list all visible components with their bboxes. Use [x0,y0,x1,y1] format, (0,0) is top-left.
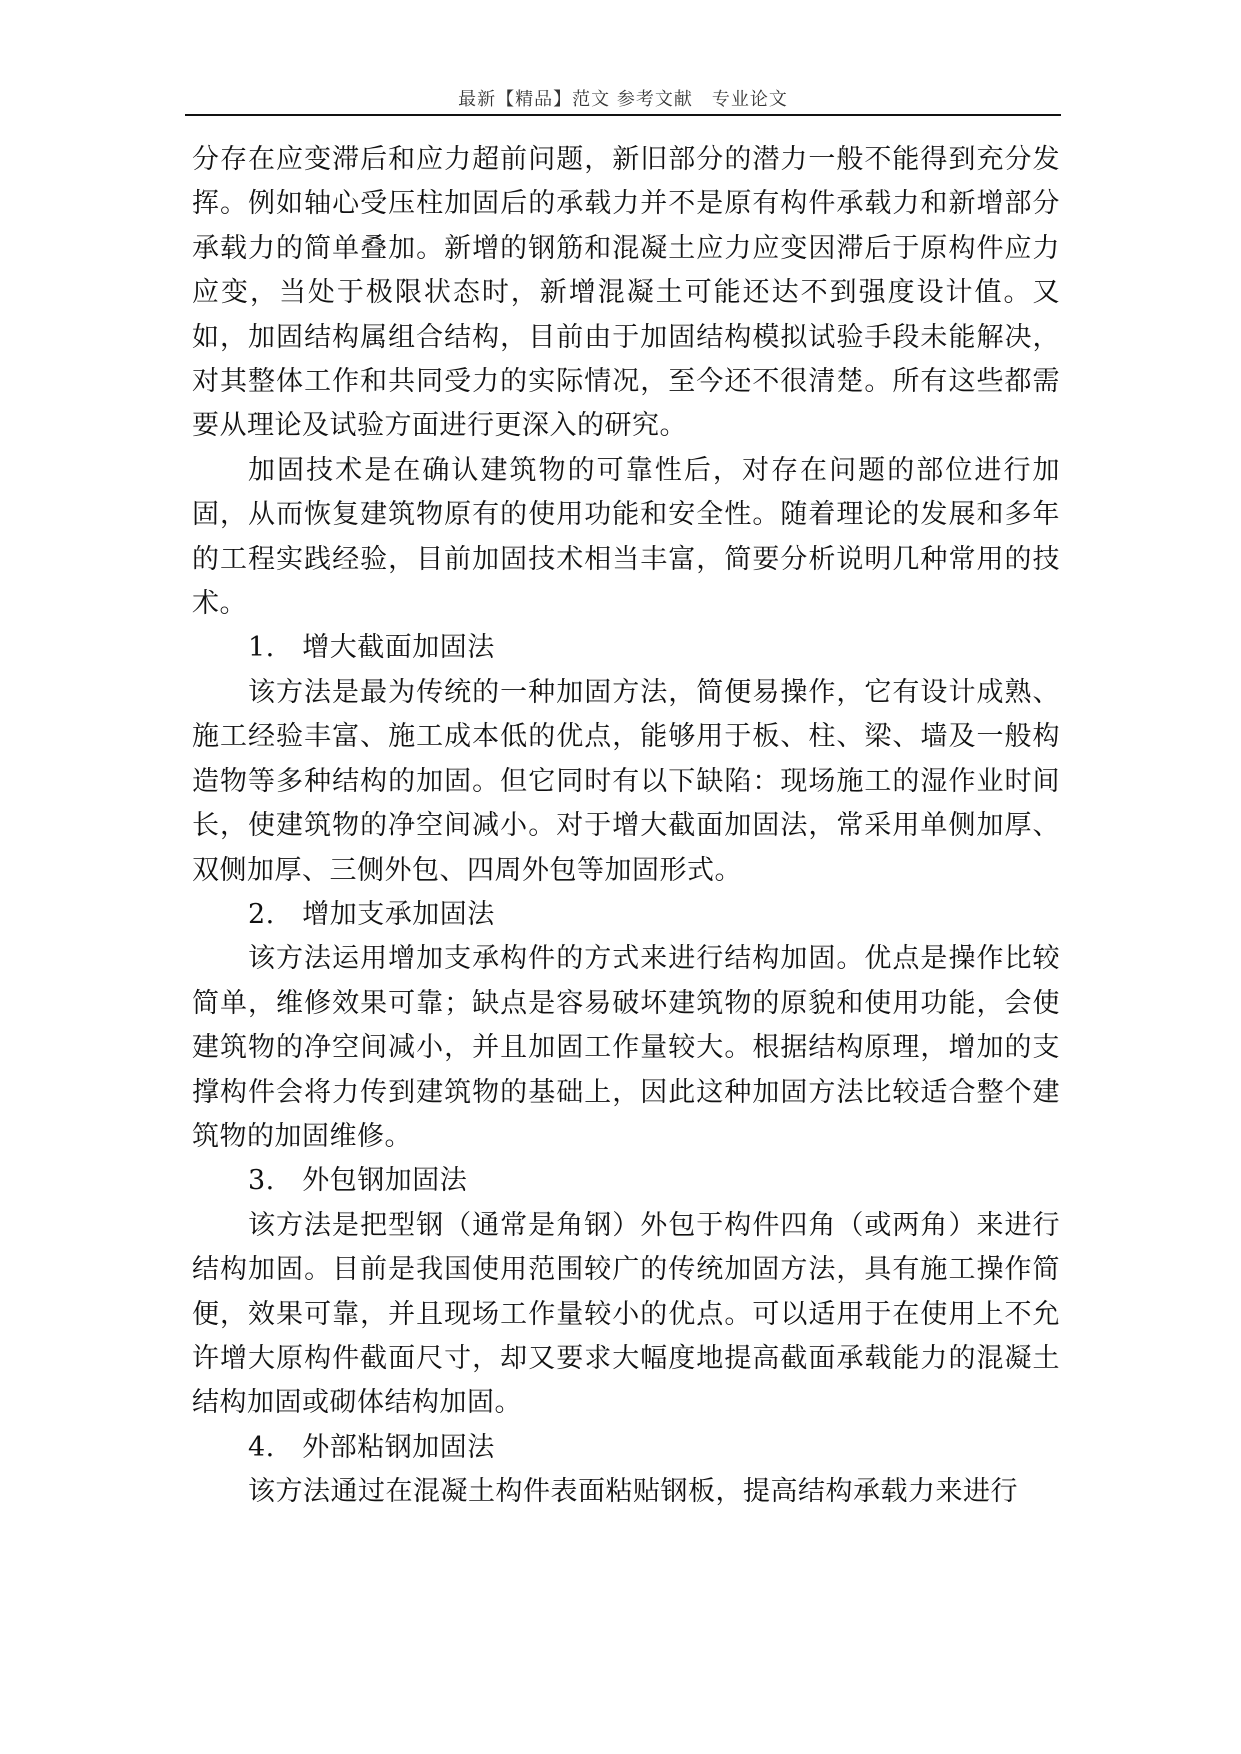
page-header: 最新【精品】范文 参考文献 专业论文 [458,89,788,110]
document-body [192,138,1060,1515]
header-rule [185,114,1061,116]
paragraph-intro: 加固技术是在确认建筑物的可靠性后，对存在问题的部位进行加固，从而恢复建筑物原有的使用功能和安全性。随着理论的发展和多年的工程实践经验，目前加固技术相当丰富，简要分析说明几种常用的技术。 [192,454,1060,620]
paragraph-section-2: 该方法运用增加支承构件的方式来进行结构加固。优点是操作比较简单，维修效果可靠；缺点是容易破坏建筑物的原貌和使用功能，会使建筑物的净空间减小，并且加固工作量较大。根据结构原理，增加的支撑构件会将力传到建筑物的基础上，因此这种加固方法比较适合整个建筑物的加固维修。 [192,943,1060,1152]
paragraph-section-1: 该方法是最为传统的一种加固方法，简便易操作，它有设计成熟、施工经验丰富、施工成本低的优点，能够用于板、柱、梁、墙及一般构造物等多种结构的加固。但它同时有以下缺陷：现场施工的湿作业时间长，使建筑物的净空间减小。对于增大截面加固法，常采用单侧加厚、双侧加厚、三侧外包、四周外包等加固形式。 [192,676,1060,886]
section-heading-1: 1. 增大截面加固法 [248,632,495,664]
paragraph-section-4: 该方法通过在混凝土构件表面粘贴钢板，提高结构承载力来进行 [248,1476,1018,1508]
paragraph-continued: 分存在应变滞后和应力超前问题，新旧部分的潜力一般不能得到充分发挥。例如轴心受压柱加固后的承载力并不是原有构件承载力和新增部分承载力的简单叠加。新增的钢筋和混凝土应力应变因滞后于原构件应力应变，当处于极限状态时，新增混凝土可能还达不到强度设计值。又如，加固结构属组合结构，目前由于加固结构模拟试验手段未能解决，对其整体工作和共同受力的实际情况，至今还不很清楚。所有这些都需要从理论及试验方面进行更深入的研究。 [192,144,1060,442]
paragraph-section-3: 该方法是把型钢（通常是角钢）外包于构件四角（或两角）来进行结构加固。目前是我国使用范围较广的传统加固方法，具有施工操作简便，效果可靠，并且现场工作量较小的优点。可以适用于在使用上不允许增大原构件截面尺寸，却又要求大幅度地提高截面承载能力的混凝土结构加固或砌体结构加固。 [192,1209,1060,1419]
section-heading-4: 4. 外部粘钢加固法 [248,1431,495,1463]
section-heading-3: 3. 外包钢加固法 [248,1165,468,1197]
section-heading-2: 2. 增加支承加固法 [248,898,495,930]
